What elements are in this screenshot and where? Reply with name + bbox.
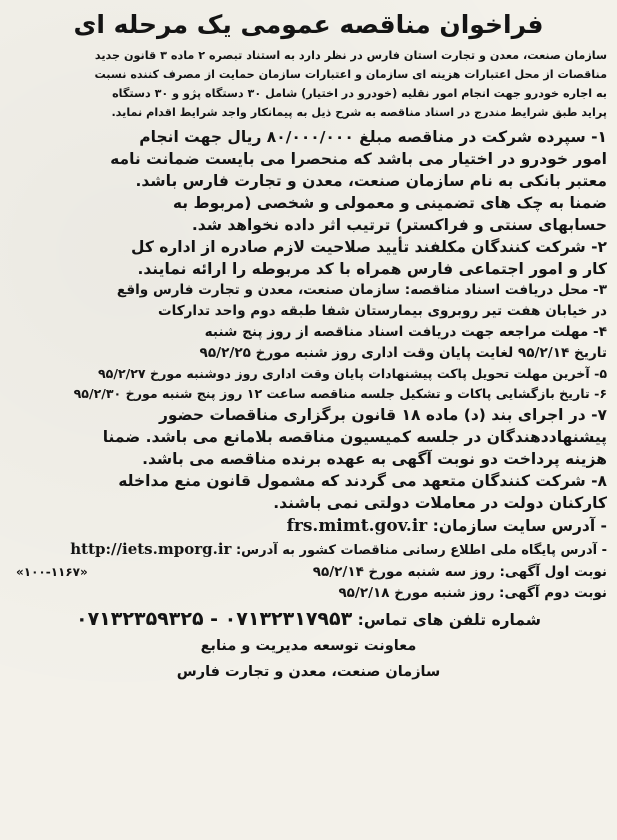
condition-line: ضمنا به چک های تضمینی و معمولی و شخصی (مربوط به [172, 194, 607, 212]
condition-line: ۳- محل دریافت اسناد مناقصه: سازمان صنعت، معدن و تجارت فارس واقع [116, 282, 607, 298]
condition-line: در خیابان هفت تیر روبروی بیمارستان شفا طبقه دوم واحد تدارکات [157, 303, 607, 319]
condition-item [10, 364, 607, 384]
condition-line: تاریخ ۹۵/۲/۱۴ لغایت پایان وقت اداری روز شنبه مورخ ۹۵/۲/۲۵ [199, 345, 607, 361]
portal-url[interactable]: http://iets.mporg.ir [70, 540, 232, 558]
signature-line-1: معاونت توسعه مدیریت و منابع [200, 638, 417, 654]
condition-line: ۲- شرکت کنندگان مکلفند تأیید صلاحیت لازم صادره از اداره کل [130, 238, 607, 256]
intro-line: پراید طبق شرایط مندرج در اسناد مناقصه به شرح ذیل به پیمانکار واجد شرایط اقدام نماید. [111, 106, 607, 119]
condition-line: ۷- در اجرای بند (د) ماده ۱۸ قانون برگزاری مناقصات حضور [159, 406, 607, 424]
condition-item [10, 384, 607, 404]
phone-numbers: ۰۷۱۳۲۳۵۹۳۲۵ - ۰۷۱۳۲۳۱۷۹۵۳ [75, 608, 353, 630]
site-label: - آدرس سایت سازمان: [432, 517, 607, 535]
condition-item [10, 404, 607, 470]
signature-block [10, 633, 607, 685]
condition-line: پیشنهاددهندگان در جلسه کمیسیون مناقصه بلامانع می باشد. ضمنا [102, 428, 607, 446]
contact-phones [10, 606, 607, 633]
condition-line: ۱- سپرده شرکت در مناقصه مبلغ ۸۰/۰۰۰/۰۰۰ ریال جهت انجام [139, 128, 607, 146]
portal-address [10, 538, 607, 562]
condition-line: هزینه پرداخت دو نوبت آگهی به عهده برنده مناقصه می باشد. [142, 450, 607, 468]
condition-item [10, 280, 607, 322]
condition-line: ۴- مهلت مراجعه جهت دریافت اسناد مناقصه از روز پنج شنبه [204, 324, 607, 340]
intro-line: به اجاره خودرو جهت انجام امور نقلیه (خودرو در اختیار) شامل ۳۰ دستگاه پژو و ۳۰ دستگاه [112, 87, 607, 100]
publication-second [10, 583, 607, 604]
publication-first-text: نوبت اول آگهی: روز سه شنبه مورخ ۹۵/۲/۱۴ [312, 564, 607, 580]
portal-label: - آدرس پایگاه ملی اطلاع رسانی مناقصات کشور به آدرس: [235, 543, 607, 558]
notice-title: فراخوان مناقصه عمومی یک مرحله ای [73, 10, 544, 39]
notice-code: «۱۰۰-۱۱۶۷» [16, 565, 88, 579]
condition-line: ۶- تاریخ بازگشایی پاکات و تشکیل جلسه مناقصه ساعت ۱۲ روز پنج شنبه مورخ ۹۵/۲/۳۰ [73, 386, 607, 401]
condition-line: ۵- آخرین مهلت تحویل پاکت پیشنهادات پایان وقت اداری روز دوشنبه مورخ ۹۵/۲/۲۷ [97, 366, 607, 381]
publication-first [10, 562, 607, 583]
condition-line: حسابهای سنتی و فراکستر) ترتیب اثر داده نخواهد شد. [191, 216, 607, 234]
condition-line: ۸- شرکت کنندگان متعهد می گردند که مشمول قانون منع مداخله [118, 472, 607, 490]
publication-second-text: نوبت دوم آگهی: روز شنبه مورخ ۹۵/۲/۱۸ [338, 585, 607, 601]
condition-line: معتبر بانکی به نام سازمان صنعت، معدن و تجارت فارس باشد. [135, 172, 607, 190]
condition-line: امور خودرو در اختیار می باشد که منحصرا می بایست ضمانت نامه [110, 150, 607, 168]
intro-paragraph [10, 46, 607, 122]
condition-item [10, 470, 607, 514]
conditions-list [10, 126, 607, 514]
signature-line-2: سازمان صنعت، معدن و تجارت فارس [176, 664, 441, 680]
site-url[interactable]: frs.mimt.gov.ir [286, 516, 428, 536]
condition-item [10, 126, 607, 236]
intro-line: مناقصات از محل اعتبارات هزینه ای سازمان و اعتبارات سازمان حمایت از مصرف کننده نسبت [94, 68, 607, 81]
condition-item [10, 322, 607, 364]
condition-line: کارکنان دولت در معاملات دولتی نمی باشند. [273, 494, 607, 512]
condition-line: کار و امور اجتماعی فارس همراه با کد مربوطه را ارائه نمایند. [137, 260, 607, 278]
condition-item [10, 236, 607, 280]
site-address [10, 514, 607, 538]
contact-label: شماره تلفن های تماس: [357, 611, 541, 629]
intro-line: سازمان صنعت، معدن و تجارت استان فارس در نظر دارد به استناد تبصره ۲ ماده ۳ قانون جدید [94, 49, 607, 62]
